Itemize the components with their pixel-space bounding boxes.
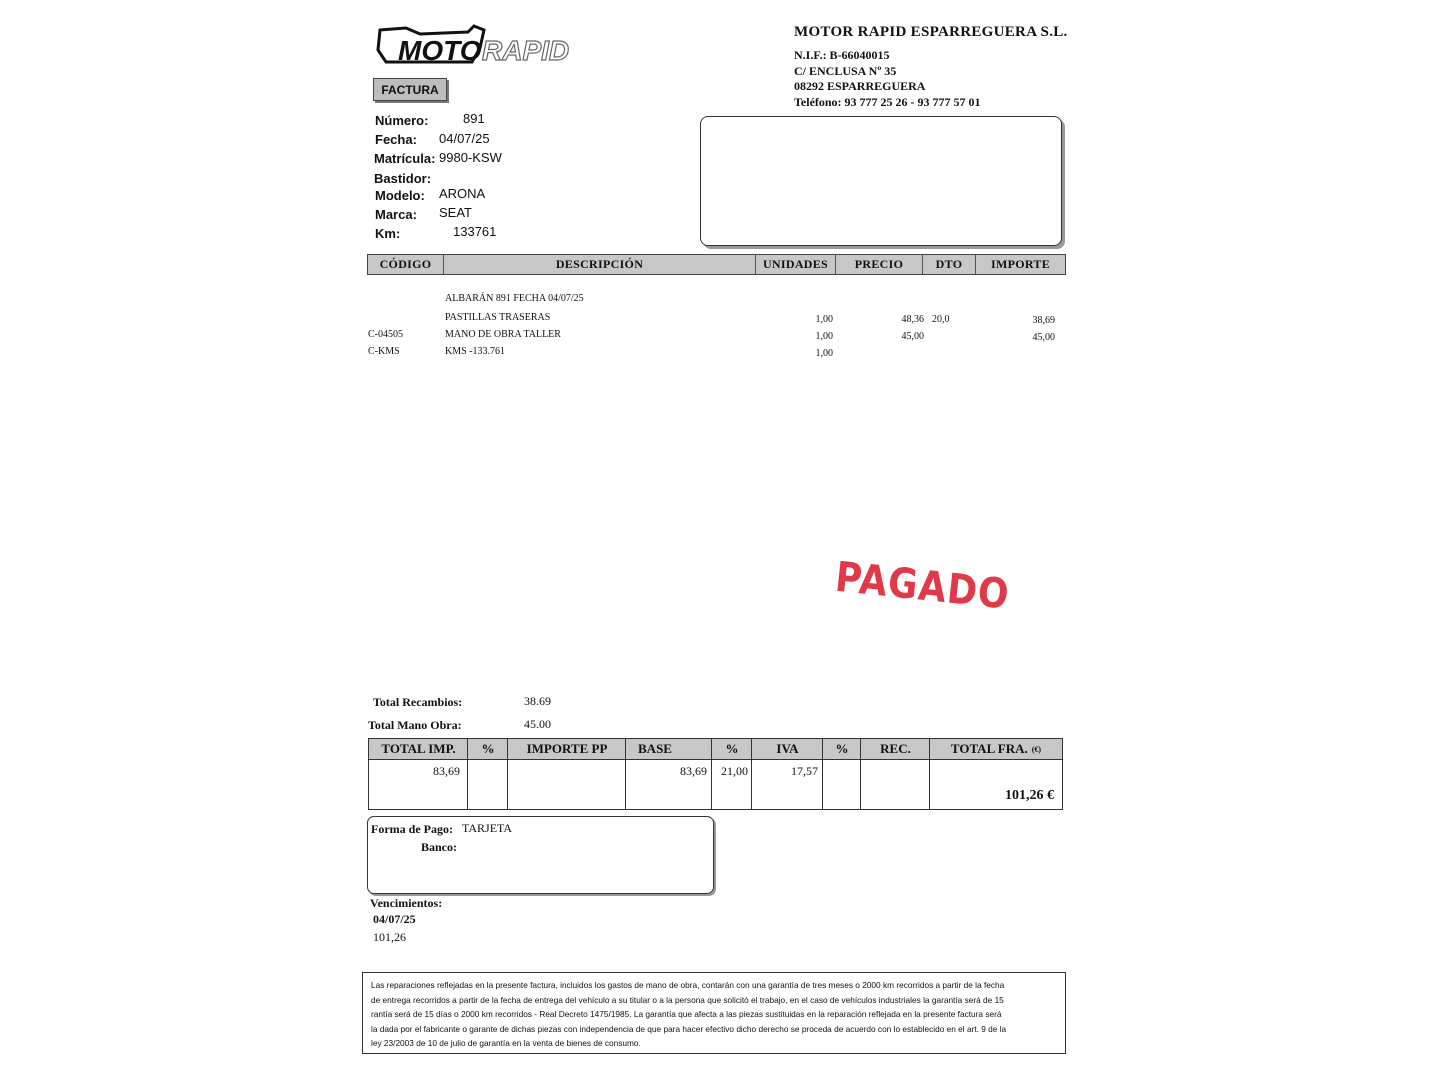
header-total-imp: TOTAL IMP. — [381, 741, 456, 756]
total-mano-obra-value: 45.00 — [524, 717, 551, 731]
row-codigo: C-KMS — [368, 346, 400, 357]
company-street: C/ ENCLUSA Nº 35 — [794, 63, 897, 78]
client-address-box — [700, 116, 1062, 246]
header-pct-3: % — [835, 741, 849, 756]
header-total-fra-label: TOTAL FRA. — [950, 741, 1028, 756]
header-rec: REC. — [880, 741, 911, 756]
row-importe: 45,00 — [1032, 332, 1055, 343]
paid-stamp: PAGADO — [833, 553, 1012, 620]
row-dto: 20,0 — [932, 314, 950, 325]
company-logo — [376, 22, 616, 68]
invoice-type-tag: FACTURA — [373, 78, 447, 101]
header-total-fra — [930, 739, 1062, 759]
row-codigo: C-04505 — [368, 329, 403, 340]
col-iva-pct — [712, 739, 752, 809]
header-importe: IMPORTE — [990, 257, 1050, 271]
col-total-imp — [369, 739, 468, 809]
base-value: 83,69 — [680, 764, 707, 778]
header-codigo: CÓDIGO — [368, 255, 444, 274]
header-iva: IVA — [776, 741, 799, 756]
header-pct-1: % — [481, 741, 495, 756]
bastidor-label: Bastidor: — [374, 171, 432, 186]
km-label: Km: — [375, 226, 401, 241]
row-importe: 38,69 — [1032, 315, 1055, 326]
total-recambios-label: Total Recambios: — [373, 695, 463, 709]
row-unidades: 1,00 — [815, 314, 833, 325]
col-total-fra — [930, 739, 1062, 809]
row-descripcion: MANO DE OBRA TALLER — [445, 329, 561, 340]
lines-table-header — [367, 254, 1066, 275]
legal-line: de entrega recorridos a partir de la fecha de entrega del vehículo a su titular o a la persona que solicitó el trabajo, en el caso de vehículos industriales la garantía será de 15 — [371, 994, 1004, 1005]
fecha-label: Fecha: — [375, 132, 417, 147]
company-address — [794, 48, 981, 110]
iva-pct-value: 21,00 — [721, 764, 748, 778]
legal-warranty-notice — [362, 972, 1066, 1054]
km-value: 133761 — [453, 224, 497, 239]
company-nif: N.I.F.: B-66040015 — [794, 48, 890, 62]
vencimientos-label: Vencimientos: — [370, 896, 443, 910]
company-phone: Teléfono: 93 777 25 26 - 93 777 57 01 — [794, 94, 981, 109]
total-recambios-value: 38.69 — [524, 694, 551, 708]
row-descripcion: ALBARÁN 891 FECHA 04/07/25 — [445, 293, 584, 304]
matricula-label: Matrícula: — [374, 151, 436, 166]
logo-text-motor: MOTOR — [398, 35, 502, 66]
currency-note: (€) — [1031, 744, 1042, 754]
row-descripcion: PASTILLAS TRASERAS — [445, 312, 551, 323]
total-fra-value: 101,26 € — [1005, 788, 1054, 803]
legal-line: rantía será de 15 días o 2000 km recorridos - Real Decreto 1475/1985. La garantía que afecta a las piezas sustituidas en la reparación reflejada en la presente factura será — [371, 1009, 1002, 1020]
row-unidades: 1,00 — [815, 348, 833, 359]
row-descripcion: KMS -133.761 — [445, 346, 506, 357]
row-precio: 48,36 — [901, 314, 924, 325]
marca-value: SEAT — [439, 205, 472, 220]
total-mano-obra-label: Total Mano Obra: — [368, 718, 462, 732]
col-iva — [752, 739, 823, 809]
legal-line: Las reparaciones reflejadas en la presente factura, incluidos los gastos de mano de obra, contarán con una garantía de tres meses o 2000 km recorridos a partir de la fecha — [371, 980, 1005, 990]
col-importe-pp — [508, 739, 626, 809]
header-precio: PRECIO — [836, 255, 923, 274]
header-importe-pp: IMPORTE PP — [526, 741, 608, 756]
company-name: MOTOR RAPID ESPARREGUERA S.L. — [794, 24, 1068, 40]
forma-pago-value: TARJETA — [462, 821, 513, 835]
col-rec — [861, 739, 930, 809]
col-pct-1 — [468, 739, 508, 809]
iva-value: 17,57 — [791, 764, 818, 778]
legal-line: ley 23/2003 de 10 de julio de garantía en la venta de bienes de consumo. — [371, 1038, 641, 1049]
logo-text-rapid: RAPID — [482, 35, 570, 66]
totals-grid — [368, 738, 1063, 810]
vencimiento-fecha: 04/07/25 — [373, 912, 416, 926]
payment-box — [367, 816, 714, 894]
numero-label: Número: — [375, 113, 429, 128]
header-descripcion: DESCRIPCIÓN — [444, 255, 756, 274]
header-base: BASE — [638, 741, 672, 756]
forma-pago-label: Forma de Pago: — [371, 822, 453, 836]
marca-label: Marca: — [375, 207, 417, 222]
col-base — [626, 739, 712, 809]
modelo-label: Modelo: — [375, 188, 425, 203]
company-city: 08292 ESPARREGUERA — [794, 79, 926, 93]
header-dto: DTO — [923, 255, 976, 274]
header-pct-2: % — [725, 741, 739, 756]
col-pct-3 — [823, 739, 861, 809]
matricula-value: 9980-KSW — [439, 150, 502, 165]
banco-label: Banco: — [421, 840, 457, 854]
legal-line: la dada por el fabricante o garante de dichas piezas con independencia de que para hacer efectivo dicho derecho se proceda de acuerdo con lo establecido en el art. 9 de la — [371, 1023, 1007, 1034]
vencimiento-importe: 101,26 — [373, 930, 406, 944]
modelo-value: ARONA — [439, 186, 486, 201]
numero-value: 891 — [463, 111, 485, 126]
row-unidades: 1,00 — [815, 331, 833, 342]
header-unidades: UNIDADES — [756, 255, 836, 274]
total-imp-value: 83,69 — [433, 764, 460, 778]
row-precio: 45,00 — [901, 331, 924, 342]
fecha-value: 04/07/25 — [439, 131, 490, 146]
